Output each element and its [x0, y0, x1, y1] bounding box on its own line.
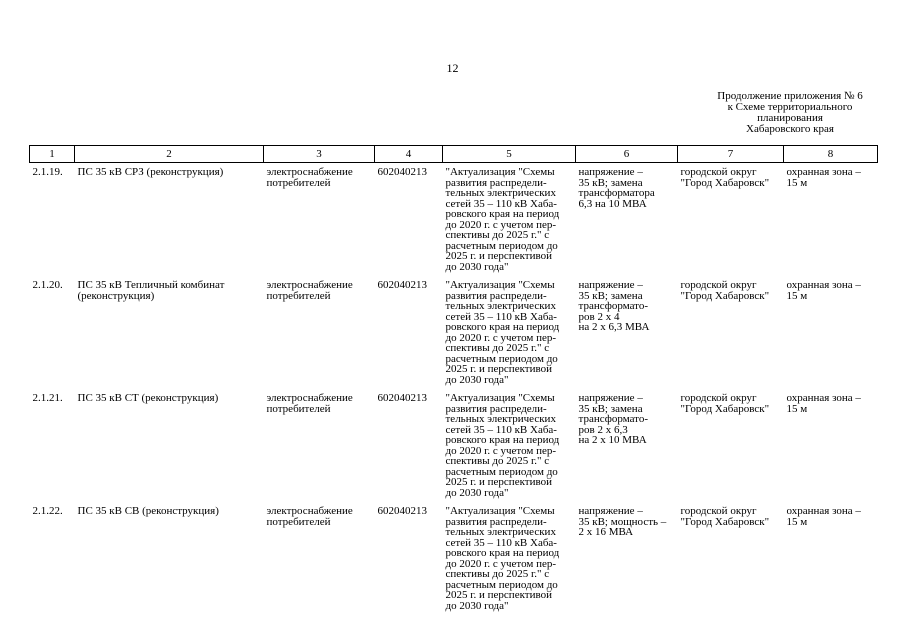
object-zone: [784, 389, 878, 502]
object-basis-line: до 2020 г. с учетом пер-: [445, 331, 557, 344]
object-characteristics-line: трансформатора: [578, 187, 655, 199]
object-basis-line: "Актуализация "Схемы: [445, 505, 555, 517]
object-characteristics-line: напряжение –: [578, 505, 643, 517]
object-basis-line: тельных электрических: [445, 300, 556, 312]
object-location-line: "Город Хабаровск": [680, 515, 770, 528]
object-basis-line: расчетным периодом до: [445, 239, 558, 252]
column-header: 4: [375, 146, 443, 163]
object-basis-line: ровского края на период: [445, 321, 560, 333]
object-location: [678, 502, 784, 615]
object-basis-line: спективы до 2025 г." с: [445, 229, 550, 241]
object-basis-line: спективы до 2025 г." с: [445, 568, 550, 580]
object-characteristics: [576, 389, 678, 502]
object-characteristics-line: напряжение –: [578, 279, 643, 291]
object-basis-line: расчетным периодом до: [445, 465, 558, 478]
object-purpose-line: электроснабжение: [266, 392, 353, 404]
object-location-line: городской округ: [680, 279, 757, 291]
column-header: 3: [264, 146, 375, 163]
object-name: ПС 35 кВ СТ (реконструкция): [77, 392, 219, 404]
column-header: 2: [75, 146, 264, 163]
object-purpose-line: потребителей: [266, 402, 331, 415]
appendix-caption-line: Продолжение приложения № 6: [717, 90, 863, 102]
object-characteristics-line: 2 х 16 МВА: [578, 526, 634, 538]
object-purpose: [264, 163, 375, 277]
appendix-caption-line: Хабаровского края: [746, 123, 834, 135]
object-location-line: городской округ: [680, 392, 757, 404]
object-basis-line: до 2020 г. с учетом пер-: [445, 218, 557, 231]
object-basis-line: спективы до 2025 г." с: [445, 455, 550, 467]
object-name: ПС 35 кВ Тепличный комбинат (реконструкция): [77, 279, 225, 302]
object-basis-line: развития распредели-: [445, 515, 547, 528]
object-basis-line: 2025 г. и перспективой: [445, 476, 552, 488]
column-header: 6: [576, 146, 678, 163]
object-basis-line: тельных электрических: [445, 187, 556, 199]
object-location-line: городской округ: [680, 505, 757, 517]
column-header: 5: [443, 146, 576, 163]
object-zone-line: 15 м: [786, 289, 808, 302]
object-basis-line: сетей 35 – 110 кВ Хаба-: [445, 310, 557, 323]
object-basis: [443, 502, 576, 615]
object-purpose-line: электроснабжение: [266, 279, 353, 291]
object-characteristics-line: 35 кВ; замена: [578, 176, 643, 189]
object-basis-line: сетей 35 – 110 кВ Хаба-: [445, 536, 557, 549]
object-characteristics-line: ров 2 х 6,3: [578, 423, 628, 436]
page-number: 12: [446, 61, 459, 75]
object-characteristics: [576, 276, 678, 389]
object-zone-line: 15 м: [786, 402, 808, 415]
object-basis-line: ровского края на период: [445, 208, 560, 220]
object-basis-line: ровского края на период: [445, 547, 560, 559]
object-zone: [784, 276, 878, 389]
object-location-line: "Город Хабаровск": [680, 289, 770, 302]
object-location-line: "Город Хабаровск": [680, 402, 770, 415]
object-zone-line: 15 м: [786, 515, 808, 528]
object-code: 602040213: [377, 166, 427, 178]
object-code: 602040213: [377, 392, 427, 404]
object-basis-line: развития распредели-: [445, 402, 547, 415]
object-basis-line: 2025 г. и перспективой: [445, 250, 552, 262]
object-purpose-line: электроснабжение: [266, 505, 353, 517]
object-basis-line: расчетным периодом до: [445, 352, 558, 365]
object-characteristics: [576, 163, 678, 277]
object-zone-line: охранная зона –: [786, 279, 861, 291]
object-basis: [443, 389, 576, 502]
object-purpose-line: потребителей: [266, 515, 331, 528]
object-location: [678, 276, 784, 389]
object-characteristics-line: 35 кВ; замена: [578, 289, 643, 302]
object-basis-line: до 2030 года": [445, 599, 509, 612]
row-number: 2.1.22.: [32, 505, 63, 517]
object-basis-line: сетей 35 – 110 кВ Хаба-: [445, 423, 557, 436]
object-characteristics-line: на 2 х 10 МВА: [578, 434, 647, 446]
object-zone-line: охранная зона –: [786, 392, 861, 404]
object-zone-line: охранная зона –: [786, 166, 861, 178]
object-purpose-line: потребителей: [266, 176, 331, 189]
object-zone-line: охранная зона –: [786, 505, 861, 517]
object-basis-line: тельных электрических: [445, 526, 556, 538]
object-characteristics-line: 35 кВ; мощность –: [578, 515, 667, 528]
object-basis-line: ровского края на период: [445, 434, 560, 446]
object-basis-line: до 2030 года": [445, 260, 509, 273]
appendix-caption-line: планирования: [757, 112, 823, 124]
object-basis-line: сетей 35 – 110 кВ Хаба-: [445, 197, 557, 210]
column-header: 1: [30, 146, 75, 163]
table-row: [30, 276, 878, 389]
object-zone: [784, 163, 878, 277]
object-basis: [443, 163, 576, 277]
object-basis-line: развития распредели-: [445, 176, 547, 189]
object-characteristics-line: 6,3 на 10 МВА: [578, 197, 647, 210]
object-purpose: [264, 502, 375, 615]
object-name: ПС 35 кВ СРЗ (реконструкция): [77, 166, 224, 178]
object-basis-line: до 2020 г. с учетом пер-: [445, 444, 557, 457]
object-characteristics: [576, 502, 678, 615]
object-characteristics-line: трансформато-: [578, 413, 648, 425]
object-location-line: "Город Хабаровск": [680, 176, 770, 189]
table-header-row: [30, 146, 878, 163]
object-basis-line: спективы до 2025 г." с: [445, 342, 550, 354]
object-basis-line: развития распредели-: [445, 289, 547, 302]
object-basis-line: "Актуализация "Схемы: [445, 392, 555, 404]
table-row: [30, 389, 878, 502]
objects-table: [29, 145, 878, 615]
appendix-caption-line: к Схеме территориального: [727, 101, 853, 113]
object-zone-line: 15 м: [786, 176, 808, 189]
object-basis-line: "Актуализация "Схемы: [445, 166, 555, 178]
object-basis-line: до 2020 г. с учетом пер-: [445, 557, 557, 570]
object-location: [678, 163, 784, 277]
object-characteristics-line: напряжение –: [578, 166, 643, 178]
object-name: ПС 35 кВ СВ (реконструкция): [77, 505, 219, 517]
object-purpose: [264, 389, 375, 502]
object-location-line: городской округ: [680, 166, 757, 178]
row-number: 2.1.19.: [32, 166, 63, 178]
object-basis-line: 2025 г. и перспективой: [445, 589, 552, 601]
object-code: 602040213: [377, 505, 427, 517]
appendix-caption: [690, 91, 890, 135]
object-basis-line: тельных электрических: [445, 413, 556, 425]
object-basis-line: до 2030 года": [445, 486, 509, 499]
column-header: 7: [678, 146, 784, 163]
object-basis-line: расчетным периодом до: [445, 578, 558, 591]
object-purpose-line: электроснабжение: [266, 166, 353, 178]
table-row: [30, 502, 878, 615]
object-zone: [784, 502, 878, 615]
object-basis-line: 2025 г. и перспективой: [445, 363, 552, 375]
object-code: 602040213: [377, 279, 427, 291]
object-characteristics-line: напряжение –: [578, 392, 643, 404]
object-characteristics-line: ров 2 х 4: [578, 310, 620, 323]
row-number: 2.1.20.: [32, 279, 63, 291]
object-basis-line: "Актуализация "Схемы: [445, 279, 555, 291]
object-purpose-line: потребителей: [266, 289, 331, 302]
object-characteristics-line: 35 кВ; замена: [578, 402, 643, 415]
object-characteristics-line: на 2 х 6,3 МВА: [578, 321, 650, 333]
object-location: [678, 389, 784, 502]
object-purpose: [264, 276, 375, 389]
object-basis: [443, 276, 576, 389]
object-characteristics-line: трансформато-: [578, 300, 648, 312]
column-header: 8: [784, 146, 878, 163]
object-basis-line: до 2030 года": [445, 373, 509, 386]
row-number: 2.1.21.: [32, 392, 63, 404]
table-row: [30, 163, 878, 277]
